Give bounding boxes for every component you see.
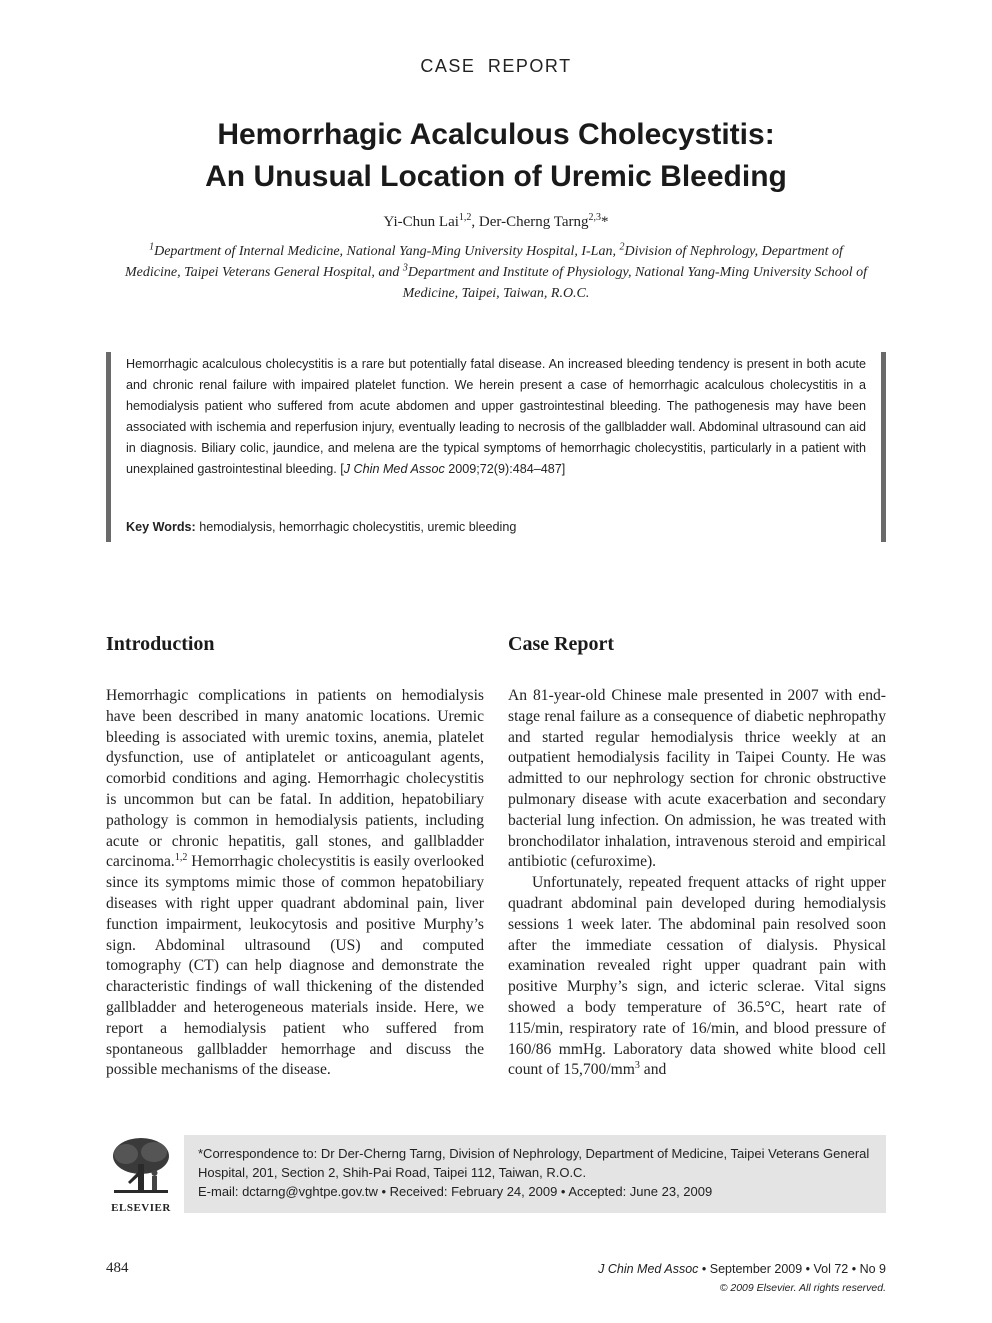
publisher-wordmark: ELSEVIER <box>111 1202 171 1214</box>
elsevier-tree-icon <box>106 1134 176 1198</box>
page-number: 484 <box>106 1260 129 1276</box>
author-2-affiliation: 2,3 <box>588 212 601 223</box>
case-report-column <box>508 632 886 1081</box>
affiliation-marker-2: 2 <box>619 241 625 253</box>
journal-name: J Chin Med Assoc <box>598 1262 699 1276</box>
abstract-text <box>126 354 866 480</box>
abstract-box <box>106 352 886 542</box>
correspondence-details <box>198 1182 878 1201</box>
author-2: Der-Cherng Tarng <box>478 214 589 230</box>
bullet-separator: • <box>377 1184 390 1199</box>
received-date: Received: February 24, 2009 <box>389 1184 558 1199</box>
abstract-right-rule <box>881 352 886 542</box>
journal-issue: • September 2009 • Vol 72 • No 9 <box>698 1262 886 1276</box>
section-label: CASE REPORT <box>420 56 572 76</box>
affiliation-marker-3: 3 <box>402 262 408 274</box>
introduction-text-a: Hemorrhagic complications in patients on hemodialysis have been described in many anatomic locations. Uremic bleeding is associated with uremic toxins, anemia, platelet dysfunction, use of antiplatelet or anticoagulant agents, comorbid conditions and aging. Hemorrhagic cholecystitis is uncommon but can be fatal. In addition, hepatobiliary pathology is common in hemodialysis patients, including acute or chronic hepatitis, gall stones, and gallbladder carcinoma. <box>106 687 484 871</box>
abstract-body: Hemorrhagic acalculous cholecystitis is a rare but potentially fatal disease. An increased bleeding tendency is present in both acute and chronic renal failure with impaired platelet function. We herein present a case of hemorrhagic acalculous cholecystitis in a hemodialysis patient who suffered from acute abdomen and upper gastrointestinal bleeding. The pathogenesis may have been associated with ischemia and reperfusion injury, eventually leading to necrosis of the gallbladder wall. Abdominal ultrasound can aid in diagnosis. Biliary colic, jaundice, and melena are the typical symptoms of hemorrhagic cholecystitis, particularly in a patient with unexplained gastrointestinal bleeding. [ <box>126 357 866 476</box>
journal-info <box>598 1262 886 1276</box>
case-report-text-end: and <box>639 1061 667 1079</box>
keywords <box>126 520 866 534</box>
email-address[interactable]: dctarng@vghtpe.gov.tw <box>242 1184 378 1199</box>
case-report-paragraph-2 <box>508 873 886 1081</box>
correspondence-address: *Correspondence to: Dr Der-Cherng Tarng, Division of Nephrology, Department of Medicine, Taipei Veterans General Hospital, 201, Section 2, Shih-Pai Road, Taipei 112, Taiwan, R.O.C. <box>198 1146 870 1180</box>
correspondence-box <box>184 1135 886 1213</box>
case-report-heading: Case Report <box>508 633 615 655</box>
case-report-text: Unfortunately, repeated frequent attacks of right upper quadrant abdominal pain developed during hemodialysis sessions 1 week later. The abdominal pain resolved soon after the immediate cessation of dialysis. Physical examination revealed right upper quadrant pain with positive Murphy’s sign, and icteric sclerae. Vital signs showed a body temperature of 36.5°C, heart rate of 115/min, respiratory rate of 16/min, and blood pressure of 160/86 mmHg. Laboratory data showed white blood cell count of 15,700/mm <box>508 874 886 1079</box>
introduction-reference: 1,2 <box>174 852 188 864</box>
introduction-heading: Introduction <box>106 633 215 655</box>
title-line-2: An Unusual Location of Uremic Bleeding <box>205 160 787 193</box>
affiliation-2: Division of Nephrology, Department of Medicine, Taipei Veterans General Hospital, and <box>124 244 843 280</box>
abstract-left-rule <box>106 352 111 542</box>
keywords-label: Key Words: <box>126 520 196 534</box>
accepted-date: Accepted: June 23, 2009 <box>568 1184 713 1199</box>
abstract-citation: 2009;72(9):484–487] <box>444 462 566 476</box>
case-report-paragraph-1: An 81-year-old Chinese male presented in 2007 with end-stage renal failure as a consequence of diabetic nephropathy and started regular hemodialysis thrice weekly at an outpatient hemodialysis facility in Taipei County. He was admitted to our nephrology section for chronic obstructive pulmonary disease with acute exacerbation and secondary bacterial lung infection. On admission, he was treated with bronchodilator inhalation, intravenous steroid and empirical antibiotic (cefuroxime). <box>508 687 886 871</box>
introduction-paragraph <box>106 686 484 1081</box>
author-1: Yi-Chun Lai <box>383 214 459 230</box>
copyright: © 2009 Elsevier. All rights reserved. <box>719 1282 886 1294</box>
affiliation-3: Department and Institute of Physiology, National Yang-Ming University School of Medicine, Taipei, Taiwan, R.O.C. <box>402 265 868 301</box>
correspondence-text <box>198 1144 878 1201</box>
introduction-text-b: Hemorrhagic cholecystitis is easily overlooked since its symptoms mimic those of common hepatobiliary diseases with right upper quadrant abdominal pain, liver function impairment, leukocytosis and positive Murphy’s sign. Abdominal ultrasound (US) and computed tomography (CT) can help diagnose and demonstrate the characteristic findings of wall thickening of the distended gallbladder and heterogeneous materials inside. Here, we report a hemodialysis patient who suffered from spontaneous gallbladder hemorrhage and discuss the possible mechanisms of the disease. <box>106 853 484 1079</box>
title-line-1: Hemorrhagic Acalculous Cholecystitis: <box>217 118 775 151</box>
keywords-list: hemodialysis, hemorrhagic cholecystitis, uremic bleeding <box>195 520 517 534</box>
abstract-citation-journal: J Chin Med Assoc <box>343 462 445 476</box>
publisher-logo <box>106 1134 176 1214</box>
introduction-column <box>106 632 484 1081</box>
author-separator: , <box>471 214 479 230</box>
unit-superscript: 3 <box>634 1060 640 1072</box>
email-label: E-mail: <box>198 1184 243 1199</box>
corresponding-mark: * <box>601 214 609 230</box>
author-1-affiliation: 1,2 <box>458 212 472 223</box>
bullet-separator: • <box>557 1184 569 1199</box>
affiliation-1: Department of Internal Medicine, National Yang-Ming University Hospital, I-Lan, <box>154 244 620 259</box>
article-title <box>96 114 896 198</box>
affiliation-marker-1: 1 <box>149 241 155 253</box>
affiliations <box>120 241 872 304</box>
author-list <box>96 214 896 231</box>
